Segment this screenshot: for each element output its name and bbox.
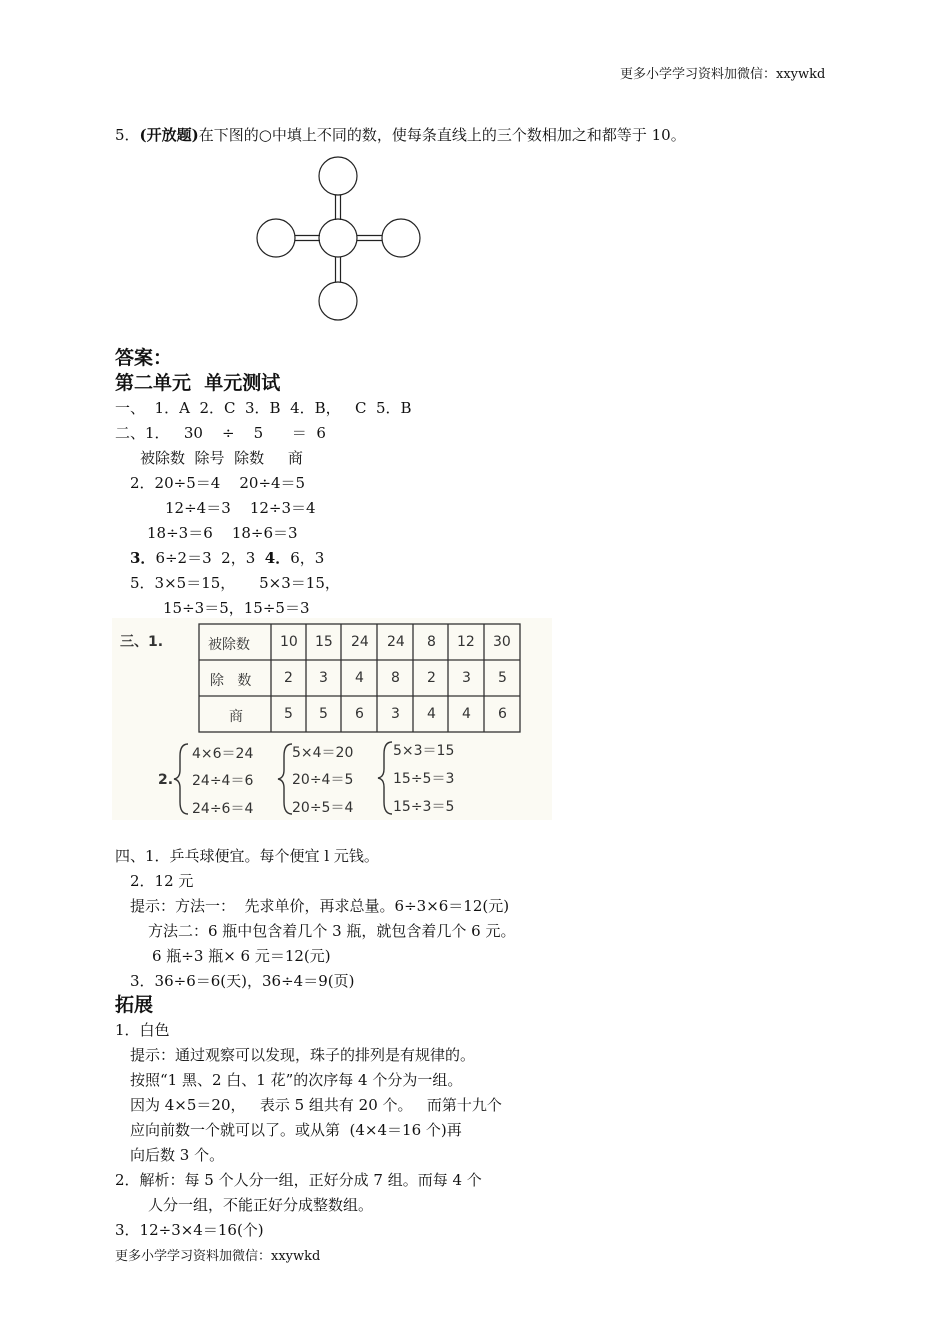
- part2-line1: 二、1． 30 ÷ 5 ＝ 6: [115, 424, 326, 442]
- circle-bottom: [319, 282, 357, 320]
- extension-line: 1．白色: [115, 1021, 170, 1039]
- extension-line: 提示：通过观察可以发现，珠子的排列是有规律的。: [130, 1046, 476, 1064]
- table-cell: 5: [319, 706, 328, 722]
- equation: 24÷6＝4: [192, 801, 254, 817]
- extension-line: 人分一组，不能正好分成整数组。: [148, 1196, 374, 1214]
- part2-line5a: 5．3×5＝15， 5×3＝15，: [130, 574, 340, 592]
- equation: 5×3＝15: [393, 743, 455, 759]
- extension-line: 按照“1 黑、2 白、1 花”的次序每 4 个分为一组。: [130, 1071, 463, 1089]
- question-tag: (开放题): [139, 126, 199, 144]
- part2-line4-text: 6，3: [290, 549, 325, 567]
- circle-left: [257, 219, 295, 257]
- part4-hint2: 方法二：6 瓶中包含着几个 3 瓶，就包含着几个 6 元。: [148, 922, 516, 940]
- part4-hint1: 提示：方法一： 先求单价，再求总量。6÷3×6＝12(元): [130, 897, 510, 915]
- part2-line2b: 12÷4＝3 12÷3＝4: [165, 499, 316, 517]
- part1-answers: 一、 1．A 2．C 3．B 4．B， C 5．B: [115, 399, 412, 417]
- extension-line: 2．解析：每 5 个人分一组，正好分成 7 组。而每 4 个: [115, 1171, 482, 1189]
- part4-line2: 2．12 元: [130, 872, 194, 890]
- part2-line4-num: 4．: [264, 549, 291, 567]
- part2-line1-labels: 被除数 除号 除数 商: [140, 449, 303, 467]
- equation: 20÷4＝5: [292, 772, 354, 788]
- part2-line2a: 2．20÷5＝4 20÷4＝5: [130, 474, 306, 492]
- table-cell: 3: [462, 670, 471, 686]
- table-cell: 6: [355, 706, 364, 722]
- table-cell: 3: [319, 670, 328, 686]
- question-text: 在下图的○中填上不同的数，使每条直线上的三个数相加之和都等于 10。: [198, 126, 686, 144]
- circle-right: [382, 219, 420, 257]
- table-cell: 5: [284, 706, 293, 722]
- table-cell: 4: [462, 706, 471, 722]
- part4-line3: 3．36÷6＝6(天)，36÷4＝9(页): [130, 972, 355, 990]
- footer-note: 更多小学学习资料加微信：xxywkd: [115, 1249, 321, 1264]
- part2-line3-4: [130, 549, 324, 567]
- table-cell: 24: [351, 634, 369, 650]
- part2-line3-num: 3．: [130, 549, 156, 567]
- equation: 15÷5＝3: [393, 771, 455, 787]
- unit-title: 第二单元 单元测试: [115, 372, 281, 394]
- table-cell: 8: [391, 670, 400, 686]
- extension-title: 拓展: [115, 994, 154, 1016]
- table-cell: 30: [493, 634, 511, 650]
- table-row-header: 商: [229, 709, 243, 725]
- table-cell: 24: [387, 634, 405, 650]
- equation: 15÷3＝5: [393, 799, 455, 815]
- table-row-header: 除 数: [210, 673, 252, 689]
- table-cell: 8: [427, 634, 436, 650]
- table-cell: 4: [427, 706, 436, 722]
- extension-line: 3．12÷3×4＝16(个): [115, 1221, 264, 1239]
- table-row-header: 被除数: [208, 637, 250, 653]
- header-note: 更多小学学习资料加微信：xxywkd: [620, 67, 826, 82]
- part3-label1: 三、1.: [120, 634, 164, 650]
- table-cell: 3: [391, 706, 400, 722]
- table-cell: 4: [355, 670, 364, 686]
- table-cell: 15: [315, 634, 333, 650]
- extension-line: 向后数 3 个。: [130, 1146, 225, 1164]
- extension-line: 因为 4×5＝20， 表示 5 组共有 20 个。 而第十九个: [130, 1096, 502, 1114]
- table-cell: 2: [284, 670, 293, 686]
- part4-hint3: 6 瓶÷3 瓶× 6 元＝12(元): [152, 947, 331, 965]
- equation: 4×6＝24: [192, 746, 254, 762]
- answers-title: 答案：: [115, 347, 173, 369]
- part2-line5b: 15÷3＝5，15÷5＝3: [163, 599, 310, 617]
- question-5: [115, 126, 686, 144]
- table-cell: 2: [427, 670, 436, 686]
- part2-line2c: 18÷3＝6 18÷6＝3: [147, 524, 298, 542]
- circle-top: [319, 157, 357, 195]
- question-number: 5．: [115, 126, 140, 144]
- equation: 20÷5＝4: [292, 800, 354, 816]
- extension-line: 应向前数一个就可以了。或从第 (4×4＝16 个)再: [130, 1121, 462, 1139]
- circle-center: [319, 219, 357, 257]
- part3-label2: 2.: [158, 772, 174, 788]
- part2-line3-text: 6÷2＝3 2，3: [155, 549, 265, 567]
- table-cell: 12: [457, 634, 475, 650]
- table-cell: 6: [498, 706, 507, 722]
- equation: 5×4＝20: [292, 745, 354, 761]
- table-cell: 10: [280, 634, 298, 650]
- part4-line1: 四、1．乒乓球便宜。每个便宜 l 元钱。: [115, 847, 379, 865]
- equation: 24÷4＝6: [192, 773, 254, 789]
- table-cell: 5: [498, 670, 507, 686]
